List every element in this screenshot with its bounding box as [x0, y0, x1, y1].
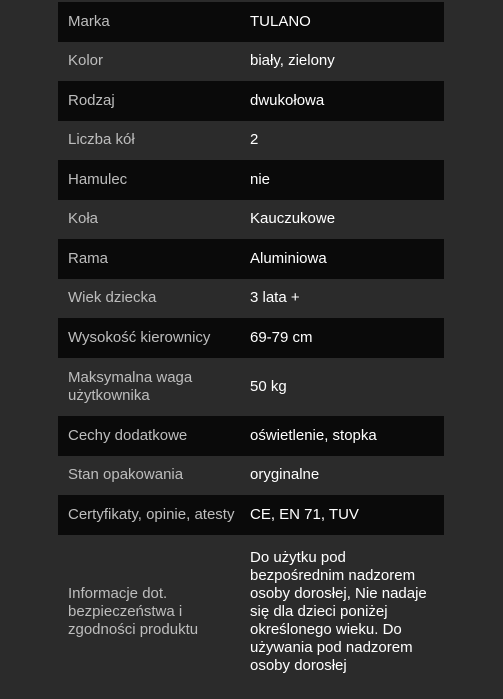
spec-row-color [58, 42, 444, 82]
spec-row-certificates [58, 495, 444, 535]
spec-label: Cechy dodatkowe [68, 426, 188, 444]
spec-value: TULANO [250, 12, 311, 30]
spec-value: Do użytku pod bezpośrednim nadzorem osoby dorosłej, Nie nadaje się dla dzieci poniżej określonego wieku. Do używania pod nadzorem osoby dorosłej [250, 549, 427, 674]
spec-row-safety-info [58, 535, 444, 690]
spec-row-brand [58, 2, 444, 42]
spec-value: 3 lata + [250, 289, 300, 307]
spec-label: Marka [68, 12, 110, 30]
spec-label: Wysokość kierownicy [68, 328, 211, 346]
spec-label: Koła [68, 210, 99, 228]
spec-label: Informacje dot. bezpieczeństwa i zgodności produktu [68, 585, 199, 638]
spec-row-frame [58, 239, 444, 279]
spec-row-handlebar-height [58, 318, 444, 358]
spec-label: Liczba kół [68, 131, 135, 149]
spec-row-child-age [58, 279, 444, 319]
spec-value: dwukołowa [250, 91, 325, 109]
spec-row-packaging [58, 456, 444, 496]
spec-label: Rodzaj [68, 91, 115, 109]
spec-row-wheel-count [58, 121, 444, 161]
spec-label: Wiek dziecka [68, 289, 157, 307]
spec-value: oświetlenie, stopka [250, 426, 377, 444]
spec-value: nie [250, 170, 271, 188]
spec-value: 50 kg [250, 377, 287, 395]
spec-value: Kauczukowe [250, 210, 336, 228]
spec-label: Hamulec [68, 170, 128, 188]
spec-value: Aluminiowa [250, 249, 327, 267]
spec-value: CE, EN 71, TUV [250, 505, 359, 523]
spec-row-max-weight [58, 358, 444, 417]
spec-value: 2 [250, 131, 259, 149]
spec-row-type [58, 81, 444, 121]
spec-value: biały, zielony [250, 52, 335, 70]
spec-row-wheels [58, 200, 444, 240]
spec-value: oryginalne [250, 466, 320, 484]
spec-label: Rama [68, 249, 109, 267]
product-specs-table [58, 2, 444, 690]
spec-label: Certyfikaty, opinie, atesty [68, 505, 235, 523]
spec-label: Maksymalna waga użytkownika [68, 368, 193, 404]
spec-row-brake [58, 160, 444, 200]
spec-row-extra-features [58, 416, 444, 456]
spec-value: 69-79 cm [250, 328, 313, 346]
spec-label: Stan opakowania [68, 466, 184, 484]
spec-label: Kolor [68, 52, 104, 70]
